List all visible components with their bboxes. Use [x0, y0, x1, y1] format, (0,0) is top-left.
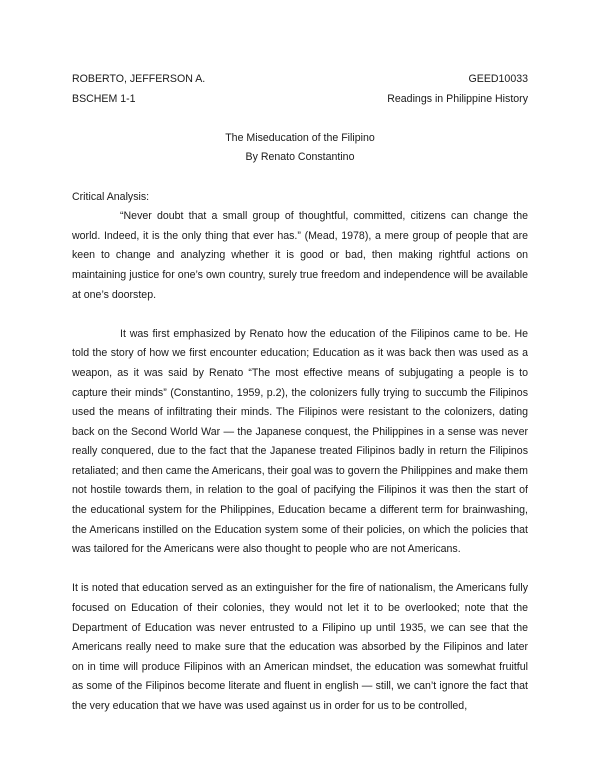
paragraph-1: “Never doubt that a small group of thoughtful, committed, citizens can change the world. Indeed, it is the only thing that ever has.” (Mead, 1978), a mere group of people that are keen to change and analyzing whether it is good or bad, then making rightful actions on maintaining justice for one’s own country, surely true freedom and independence will be available at one’s doorstep.	[72, 210, 528, 301]
section-label: Critical Analysis:	[72, 190, 150, 203]
student-section: BSCHEM 1-1	[72, 92, 136, 105]
header-row-1	[72, 70, 528, 90]
course-title: Readings in Philippine History	[387, 92, 528, 105]
header-row-2	[72, 90, 528, 110]
paragraph-gap	[72, 305, 528, 325]
paragraph-gap	[72, 560, 528, 580]
course-code: GEED10033	[468, 73, 528, 85]
title-block	[72, 129, 528, 168]
paragraph-2: It was first emphasized by Renato how the education of the Filipinos came to be. He told the story of how we first encounter education; Education as it was back then was used as a weapon, as it was said by Renato “The most effective means of subjugating a people is to capture their minds” (Constantino, 1959, p.2), the colonizers fully trying to succumb the Filipinos used the means of infiltrating their minds. The Filipinos were resistant to the colonizers, dating back on the Second World War — the Japanese conquest, the Philippines in a sense was never really conquered, due to the fact that the Japanese treated Filipinos badly in return the Filipinos retaliated; and then came the Americans, their goal was to govern the Philippines and make them not hostile towards them, in relation to the goal of pacifying the Filipinos it was then the start of the educational system for the Philippines, Education became a different term for brainwashing, the Americans instilled on the Education system some of their policies, on which the policies that was tailored for the Americans were also thought to people who are not Americans.	[72, 327, 528, 556]
document-title: The Miseducation of the Filipino	[225, 131, 375, 144]
document-byline: By Renato Constantino	[245, 151, 355, 164]
paragraph-3: It is noted that education served as an extinguisher for the fire of nationalism, the Americans fully focused on Education of their colonies, they would not let it to be overlooked; note that the Department of Education was never entrusted to a Filipino up until 1935, we can see that the Americans really need to make sure that the education was absorbed by the Filipinos and later on in time will produce Filipinos with an American mindset, the education was somewhat fruitful as some of the Filipinos become literate and fluent in english — still, we can’t ignore the fact that the very education that we have was used against us in order for us to be controlled,	[72, 582, 528, 712]
student-name: ROBERTO, JEFFERSON A.	[72, 73, 206, 85]
